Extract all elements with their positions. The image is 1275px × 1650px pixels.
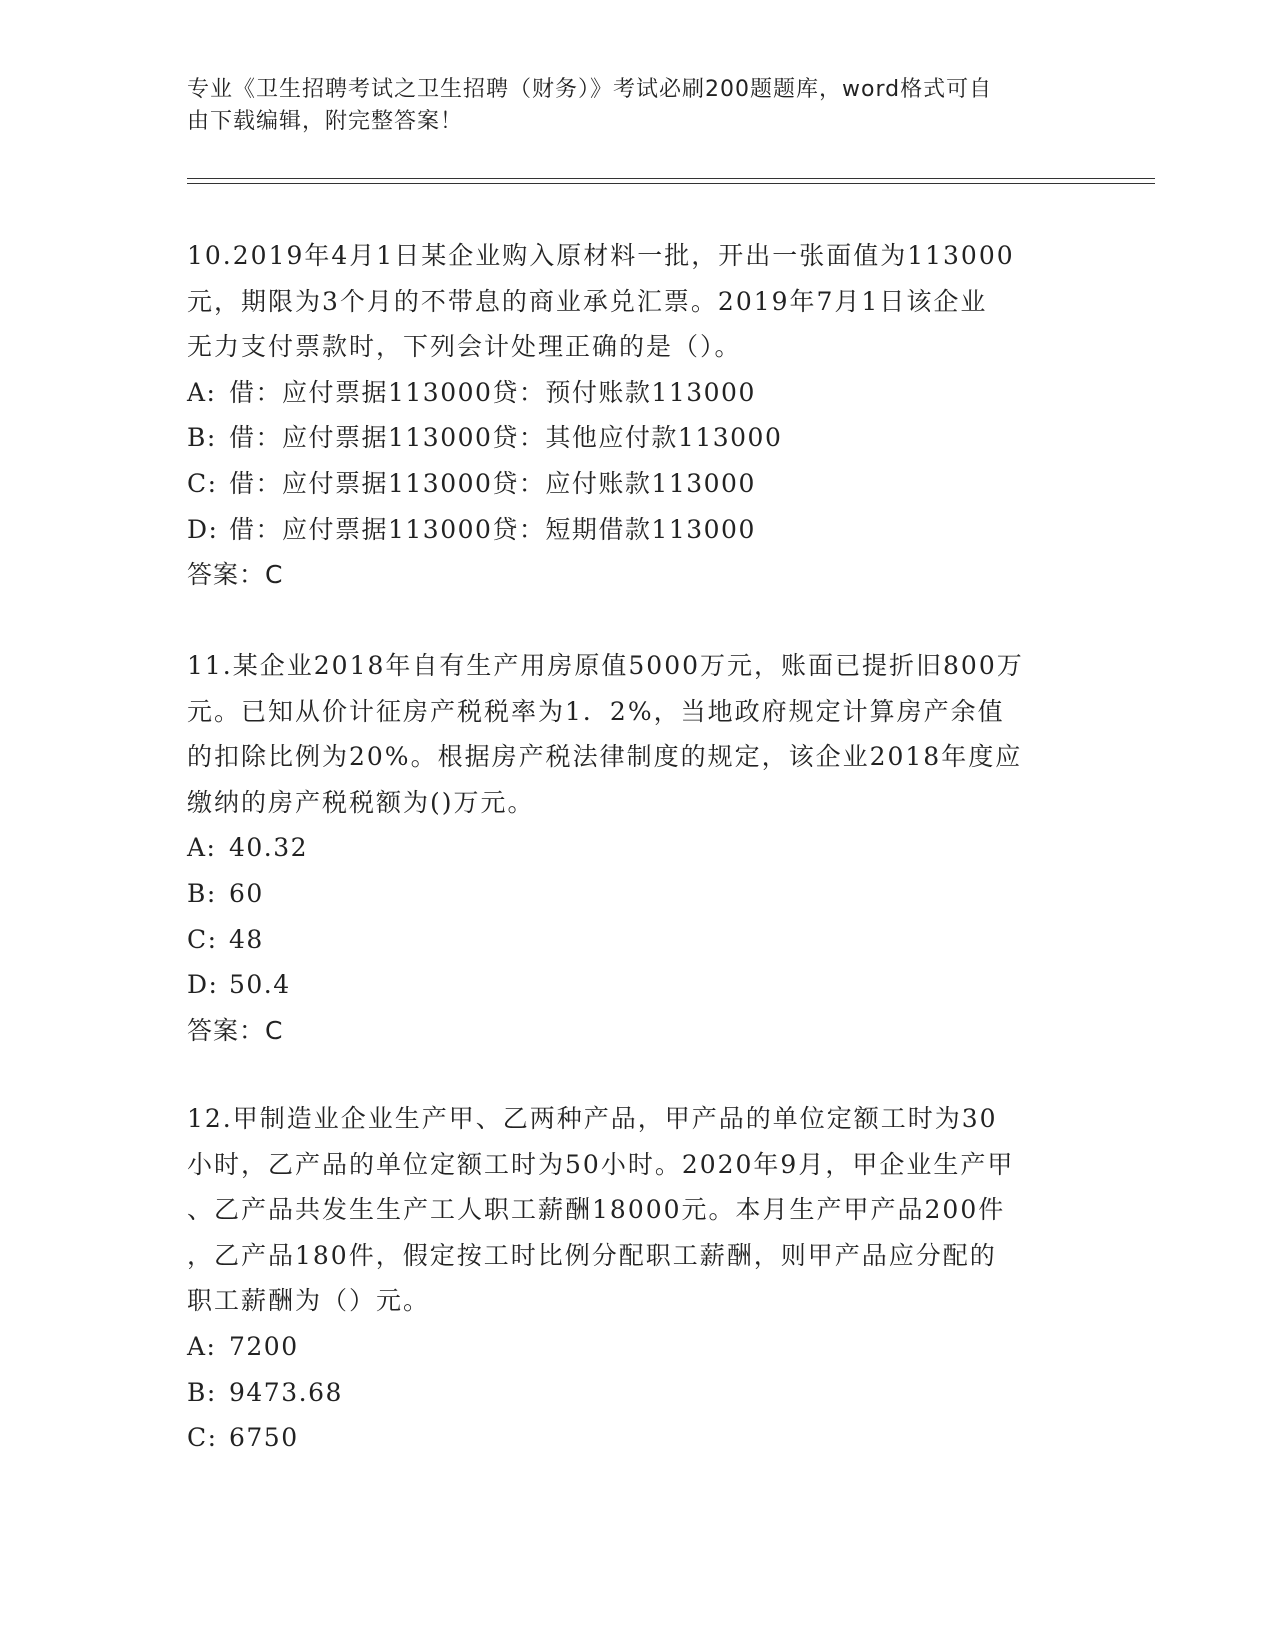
option-text: 借：应付票据113000贷：短期借款113000 <box>229 514 756 544</box>
question-stem-line: ，乙产品180件，假定按工时比例分配职工薪酬，则甲产品应分配的 <box>187 1240 997 1270</box>
option-letter: B: <box>187 1377 217 1407</box>
question-stem-line: 12.甲制造业企业生产甲、乙两种产品，甲产品的单位定额工时为30 <box>187 1104 998 1133</box>
question-stem-line: 的扣除比例为20%。根据房产税法律制度的规定，该企业2018年度应 <box>187 742 1023 772</box>
option-d <box>187 962 1087 1008</box>
option-d <box>187 507 1087 553</box>
option-b <box>187 1370 1087 1416</box>
option-a <box>187 825 1087 871</box>
option-text: 40.32 <box>229 833 309 863</box>
question-stem-line: 11.某企业2018年自有生产用房原值5000万元，账面已提折旧800万 <box>187 651 1024 680</box>
option-letter: B: <box>187 423 217 453</box>
option-text: 60 <box>229 878 264 908</box>
option-a <box>187 1324 1087 1370</box>
option-text: 借：应付票据113000贷：其他应付款113000 <box>229 423 783 453</box>
header-divider-bottom <box>187 183 1155 184</box>
option-letter: D: <box>187 514 219 544</box>
option-text: 50.4 <box>229 970 291 1000</box>
option-letter: A: <box>187 377 217 407</box>
question-stem-line: 元。已知从价计征房产税税率为1．2%，当地政府规定计算房产余值 <box>187 696 1005 726</box>
header-line-2: 由下载编辑，附完整答案！ <box>187 109 464 134</box>
document-header <box>187 74 1067 138</box>
option-b <box>187 415 1087 461</box>
option-b <box>187 871 1087 917</box>
question-stem-line: 无力支付票款时，下列会计处理正确的是（）。 <box>187 332 742 362</box>
answer-line: 答案：C <box>187 1015 284 1045</box>
option-text: 48 <box>229 924 264 954</box>
option-text: 借：应付票据113000贷：应付账款113000 <box>229 468 756 498</box>
option-text: 9473.68 <box>229 1377 343 1407</box>
option-a <box>187 370 1087 416</box>
question-stem-line: 元，期限为3个月的不带息的商业承兑汇票。2019年7月1日该企业 <box>187 286 988 316</box>
option-text: 6750 <box>229 1423 299 1453</box>
question-stem-line: 职工薪酬为（）元。 <box>187 1286 431 1316</box>
header-divider-top <box>187 178 1155 179</box>
option-text: 7200 <box>229 1331 299 1361</box>
option-letter: B: <box>187 878 217 908</box>
option-c <box>187 917 1087 963</box>
option-letter: D: <box>187 970 219 1000</box>
option-letter: C: <box>187 1423 218 1453</box>
question-10 <box>187 233 1087 598</box>
option-letter: C: <box>187 924 218 954</box>
option-letter: A: <box>187 833 217 863</box>
question-12 <box>187 1096 1087 1461</box>
question-stem-line: 、乙产品共发生生产工人职工薪酬18000元。本月生产甲产品200件 <box>187 1195 1006 1225</box>
option-letter: A: <box>187 1331 217 1361</box>
header-line-1: 专业《卫生招聘考试之卫生招聘（财务）》考试必刷200题题库，word格式可自 <box>187 77 993 102</box>
question-11 <box>187 643 1087 1053</box>
answer-line: 答案：C <box>187 560 284 590</box>
option-letter: C: <box>187 468 218 498</box>
option-c <box>187 461 1087 507</box>
question-stem-line: 10.2019年4月1日某企业购入原材料一批，开出一张面值为113000 <box>187 241 1015 270</box>
question-stem-line: 小时，乙产品的单位定额工时为50小时。2020年9月，甲企业生产甲 <box>187 1149 1015 1179</box>
option-c <box>187 1415 1087 1461</box>
option-text: 借：应付票据113000贷：预付账款113000 <box>229 377 756 407</box>
question-stem-line: 缴纳的房产税税额为()万元。 <box>187 787 535 817</box>
